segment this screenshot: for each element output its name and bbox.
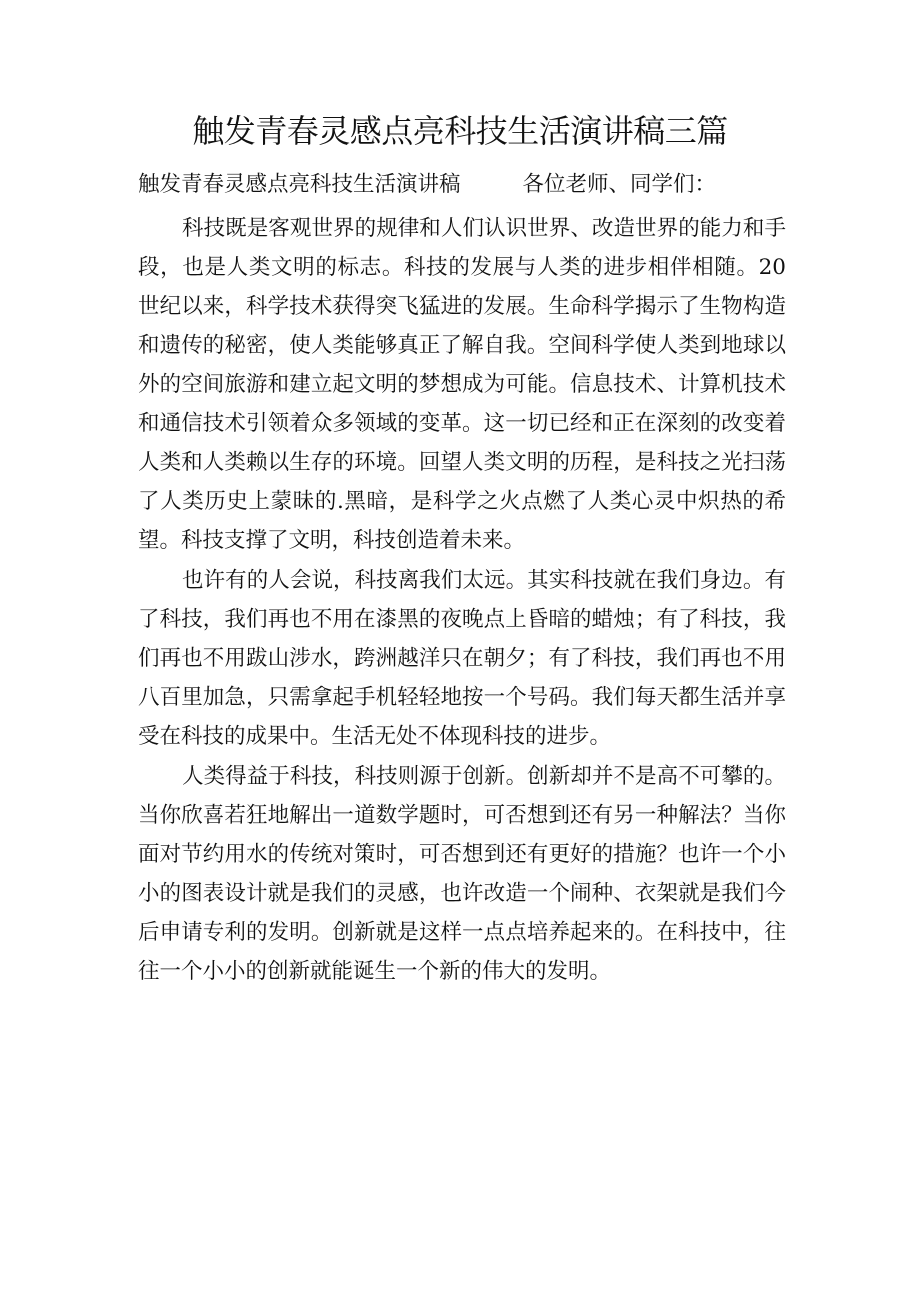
salutation: 各位老师、同学们： (522, 172, 717, 197)
document-body (138, 209, 786, 991)
paragraph-3: 人类得益于科技，科技则源于创新。创新却并不是高不可攀的。当你欣喜若狂地解出一道数学题时，可否想到还有另一种解法？当你面对节约用水的传统对策时，可否想到还有更好的措施？也许一个小小的图表设计就是我们的灵感，也许改造一个闹种、衣架就是我们今后申请专利的发明。创新就是这样一点点培养起来的。在科技中，往往一个小小的创新就能诞生一个新的伟大的发明。 (138, 764, 786, 984)
paragraph-1: 科技既是客观世界的规律和人们认识世界、改造世界的能力和手段，也是人类文明的标志。科技的发展与人类的进步相伴相随。20世纪以来，科学技术获得突飞猛进的发展。生命科学揭示了生物构造和遗传的秘密，使人类能够真正了解自我。空间科学使人类到地球以外的空间旅游和建立起文明的梦想成为可能。信息技术、计算机技术和通信技术引领着众多领域的变革。这一切已经和正在深刻的改变着人类和人类赖以生存的环境。回望人类文明的历程，是科技之光扫荡了人类历史上蒙昧的.黑暗，是科学之火点燃了人类心灵中炽热的希望。科技支撑了文明，科技创造着未来。 (138, 216, 786, 553)
speech-title: 触发青春灵感点亮科技生活演讲稿 (138, 172, 461, 197)
paragraph-2: 也许有的人会说，科技离我们太远。其实科技就在我们身边。有了科技，我们再也不用在漆黑的夜晚点上昏暗的蜡烛；有了科技，我们再也不用跋山涉水，跨洲越洋只在朝夕；有了科技，我们再也不用八百里加急，只需拿起手机轻轻地按一个号码。我们每天都生活并享受在科技的成果中。生活无处不体现科技的进步。 (138, 568, 786, 749)
document-subtitle-line (138, 168, 798, 202)
document-title: 触发青春灵感点亮科技生活演讲稿三篇 (192, 112, 728, 150)
